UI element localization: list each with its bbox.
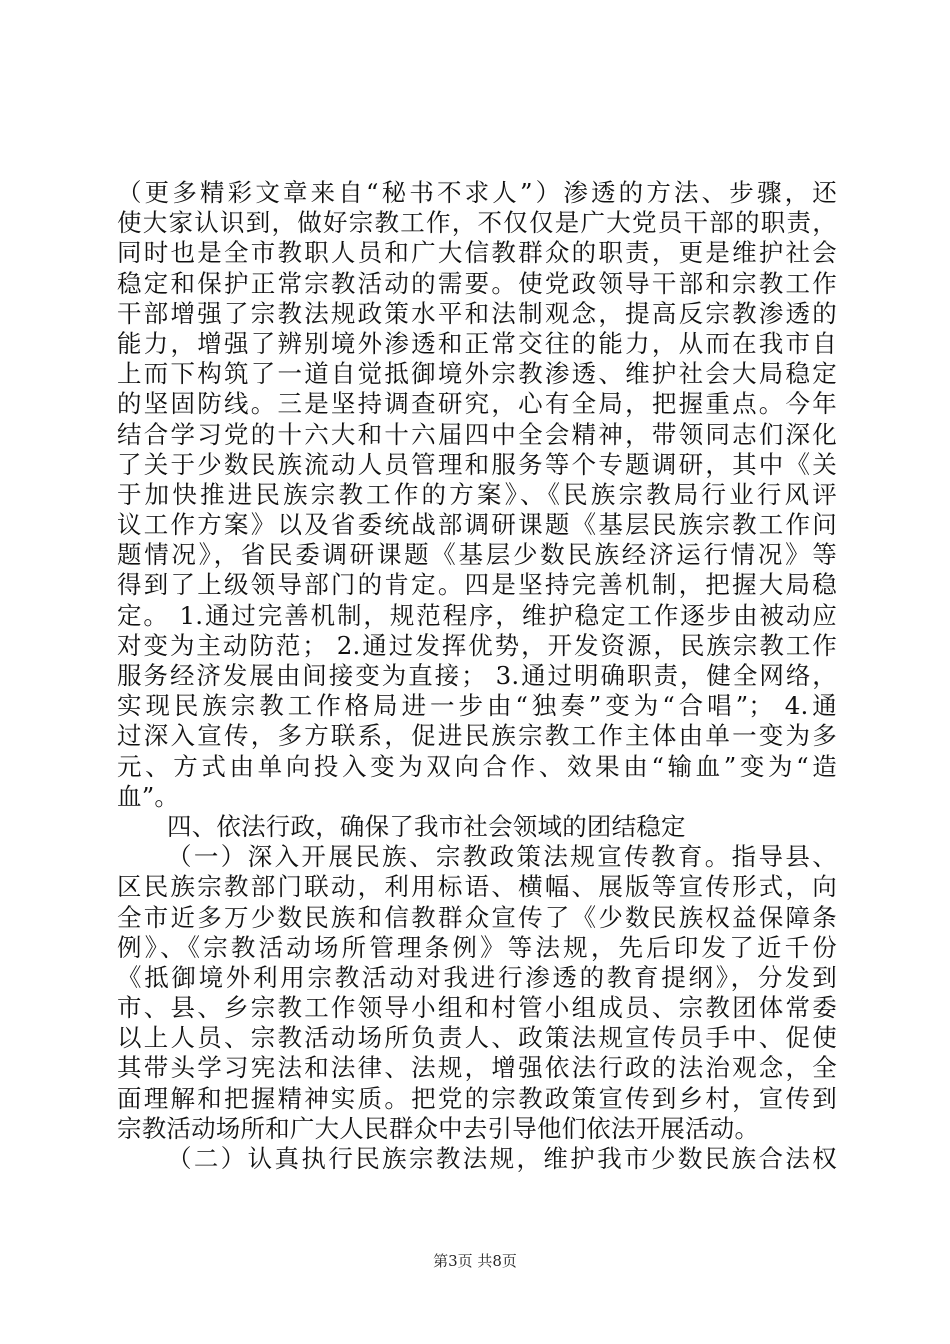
text-line: （一）深入开展民族、宗教政策法规宣传教育。指导县、 [167,842,837,872]
text-line: 市、县、乡宗教工作领导小组和村管小组成员、宗教团体常委 [117,993,837,1023]
text-line: 全市近多万少数民族和信教群众宣传了《少数民族权益保障条 [117,902,837,932]
text-line: 其带头学习宪法和法律、法规，增强依法行政的法治观念，全 [117,1053,837,1083]
text-line: 过深入宣传，多方联系，促进民族宗教工作主体由单一变为多 [117,721,837,751]
text-line: 题情况》，省民委调研课题《基层少数民族经济运行情况》等 [117,540,837,570]
text-line: 实现民族宗教工作格局进一步由“独奏”变为“合唱”； 4.通 [117,691,837,721]
text-line: 定。 1.通过完善机制，规范程序，维护稳定工作逐步由被动应 [117,600,837,630]
text-line: 得到了上级领导部门的肯定。四是坚持完善机制，把握大局稳 [117,570,837,600]
text-line: 结合学习党的十六大和十六届四中全会精神，带领同志们深化 [117,419,837,449]
text-line: 上而下构筑了一道自觉抵御境外宗教渗透、维护社会大局稳定 [117,359,837,389]
text-line: （更多精彩文章来自“秘书不求人”）渗透的方法、步骤，还 [117,178,837,207]
text-line: 面理解和把握精神实质。把党的宗教政策宣传到乡村，宣传到 [117,1083,837,1113]
text-line: 区民族宗教部门联动，利用标语、横幅、展版等宣传形式，向 [117,872,837,902]
text-line: 四、依法行政，确保了我市社会领域的团结稳定 [167,811,686,841]
text-line: 宗教活动场所和广大人民群众中去引导他们依法开展活动。 [117,1113,760,1143]
text-line: 能力，增强了辨别境外渗透和正常交往的能力，从而在我市自 [117,328,837,358]
text-line: 的坚固防线。三是坚持调查研究，心有全局，把握重点。今年 [117,389,837,419]
text-line: （二）认真执行民族宗教法规，维护我市少数民族合法权 [167,1144,837,1173]
text-line: 《抵御境外利用宗教活动对我进行渗透的教育提纲》，分发到 [117,962,837,992]
text-line: 同时也是全市教职人员和广大信教群众的职责，更是维护社会 [117,238,837,268]
text-line: 血”。 [117,781,180,811]
page-footer: 第3页 共8页 [433,1252,517,1270]
text-line: 以上人员、宗教活动场所负责人、政策法规宣传员手中、促使 [117,1023,837,1053]
text-line: 使大家认识到，做好宗教工作，不仅仅是广大党员干部的职责， [117,208,837,238]
text-line: 服务经济发展由间接变为直接； 3.通过明确职责，健全网络， [117,661,837,690]
text-line: 了关于少数民族流动人员管理和服务等个专题调研，其中《关 [117,449,837,479]
text-line: 例》、《宗教活动场所管理条例》等法规，先后印发了近千份 [117,932,837,962]
document-body [117,178,837,1174]
text-line: 干部增强了宗教法规政策水平和法制观念，提高反宗教渗透的 [117,298,837,328]
text-line: 稳定和保护正常宗教活动的需要。使党政领导干部和宗教工作 [117,268,837,298]
text-line: 于加快推进民族宗教工作的方案》、《民族宗教局行业行风评 [117,479,837,509]
text-line: 元、方式由单向投入变为双向合作、效果由“输血”变为“造 [117,751,837,781]
text-line: 议工作方案》以及省委统战部调研课题《基层民族宗教工作问 [117,510,837,540]
text-line: 对变为主动防范； 2.通过发挥优势，开发资源，民族宗教工作 [117,630,837,660]
